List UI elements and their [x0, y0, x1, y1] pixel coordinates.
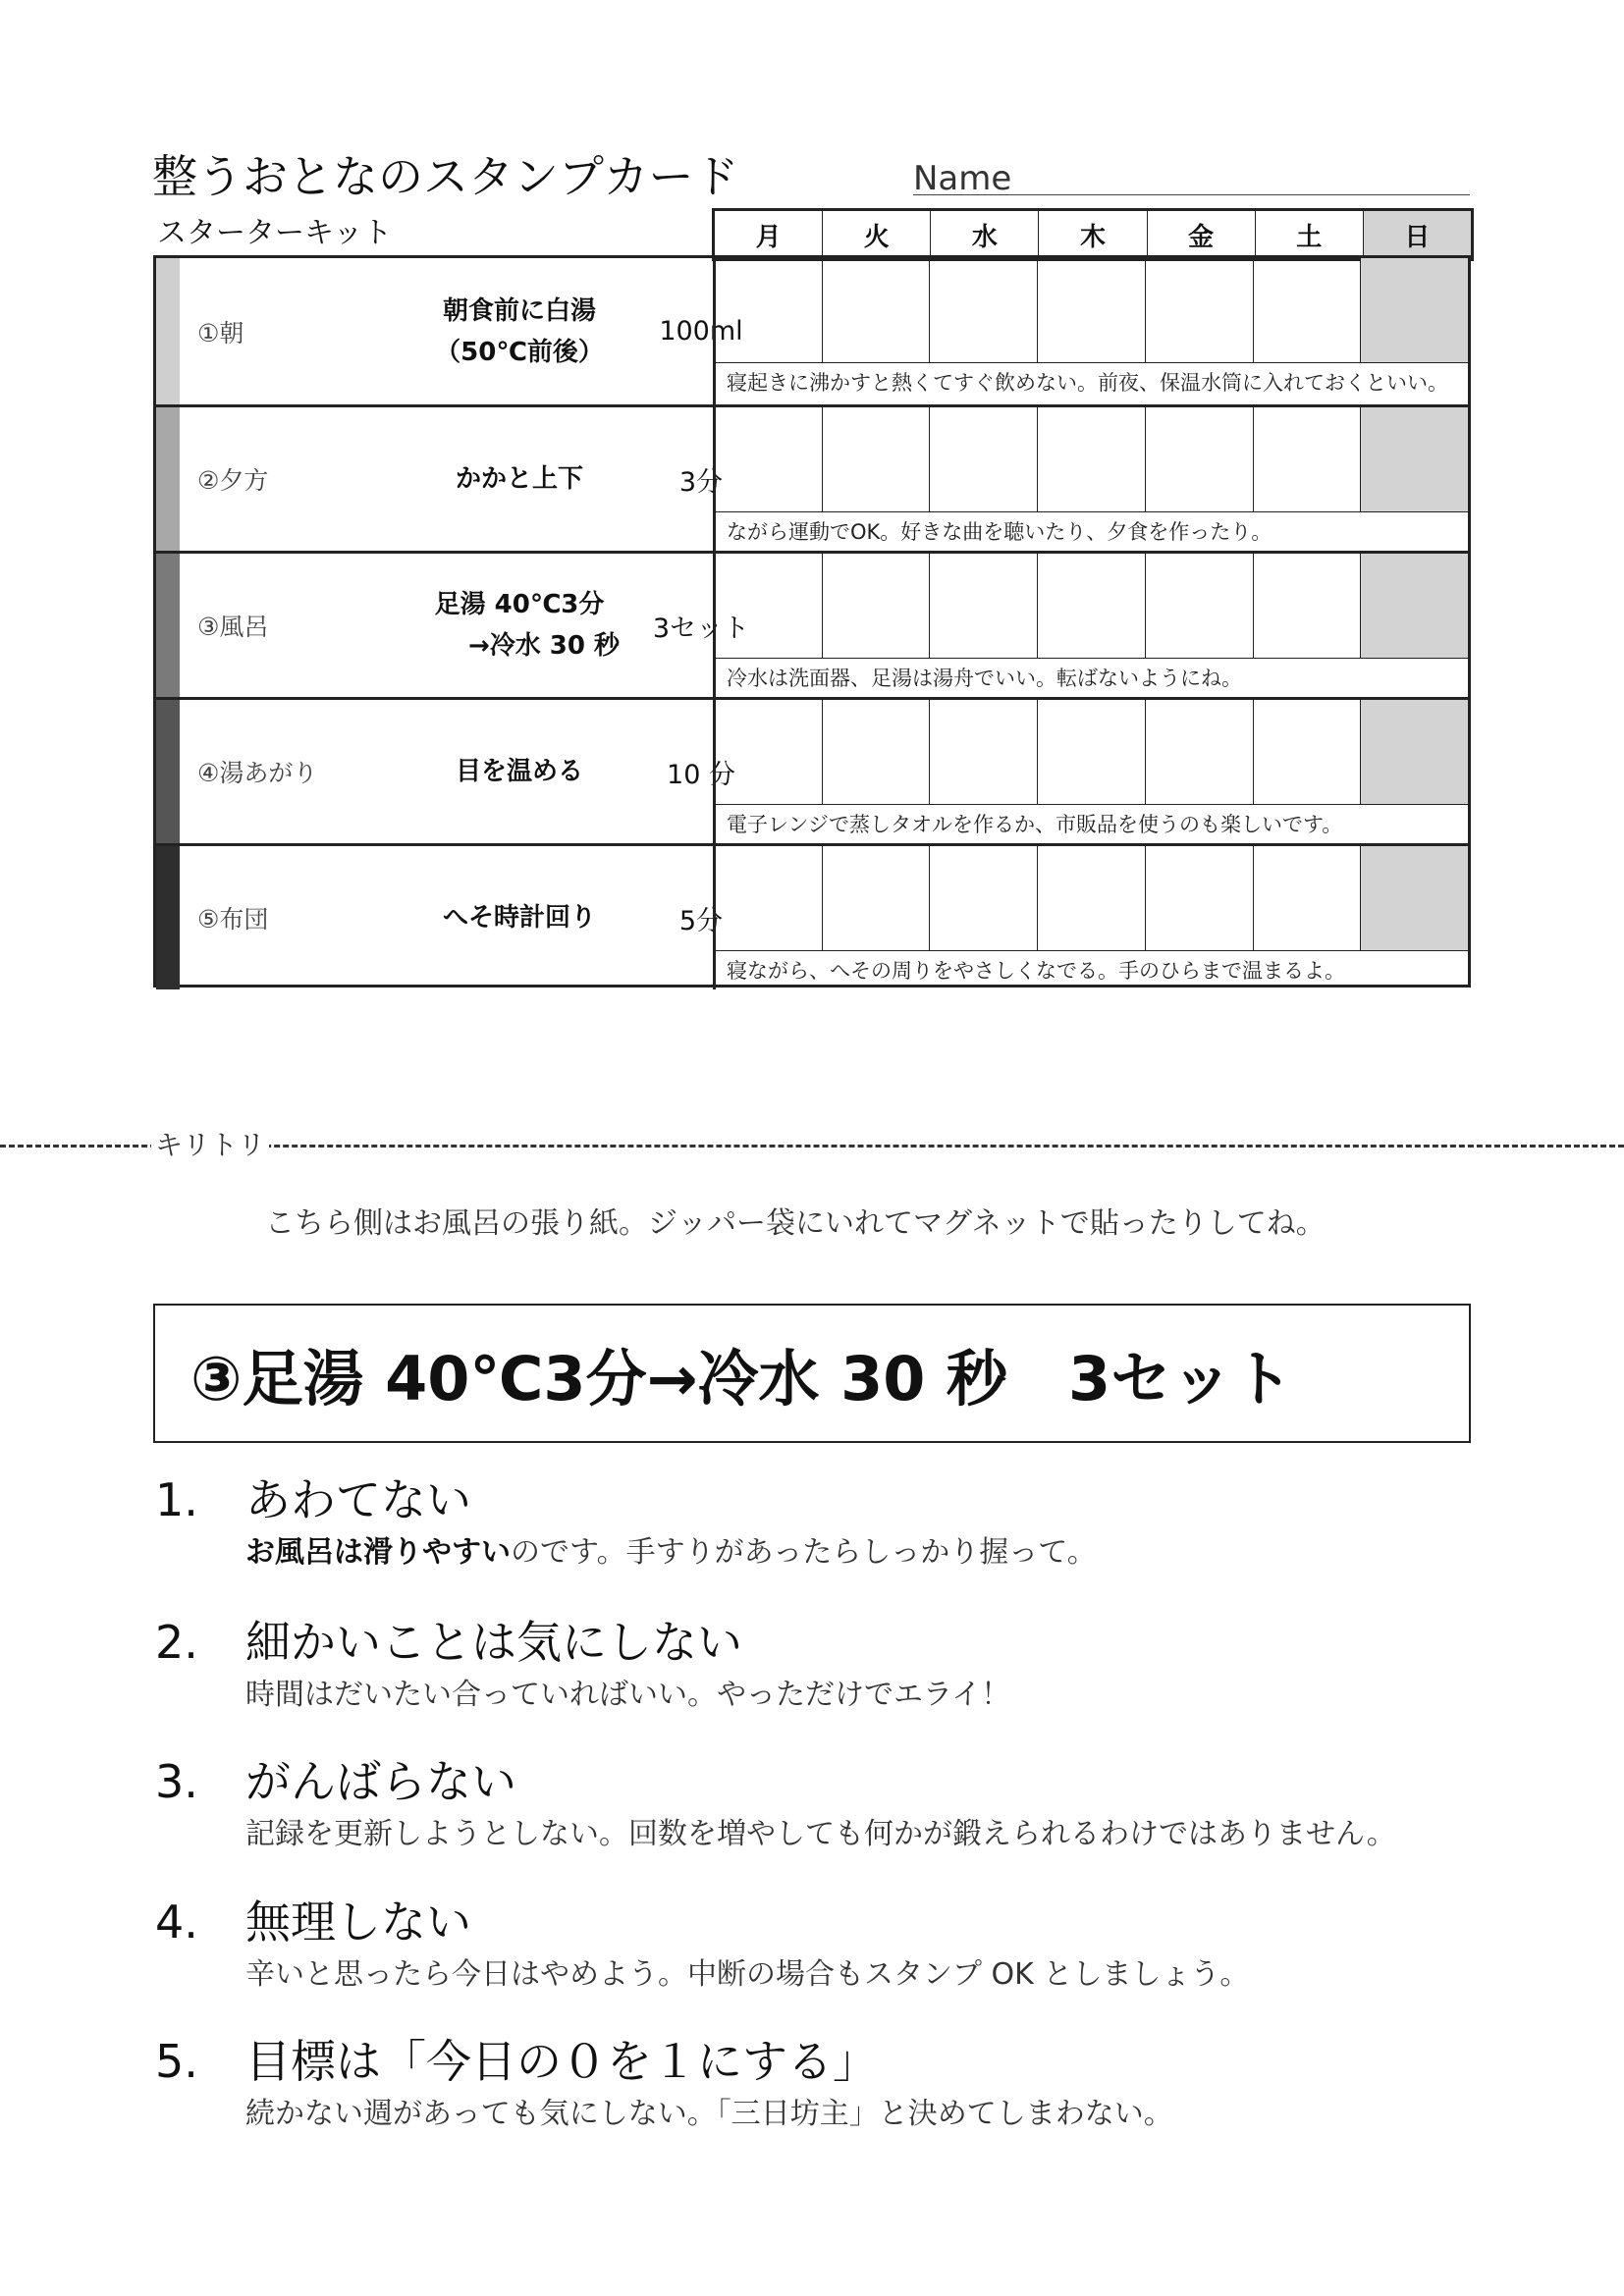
rule-body: [245, 1533, 1097, 1573]
row-color-bar: [156, 258, 180, 404]
row-action-line: かかと上下: [455, 464, 583, 494]
table-row: [156, 551, 1468, 697]
stamp-cells: [715, 846, 1468, 950]
rule-title: あわてない: [245, 1473, 471, 1526]
name-line[interactable]: [913, 194, 1470, 195]
row-color-bar: [156, 846, 180, 989]
rule-body-bold: お風呂は滑りやすい: [245, 1535, 511, 1570]
stamp-cell[interactable]: [1037, 554, 1145, 658]
cut-instruction: こちら側はお風呂の張り紙。ジッパー袋にいれてマグネットで貼ったりしてね。: [265, 1206, 1326, 1241]
stamp-cell[interactable]: [1145, 407, 1253, 511]
row-action-line: （50℃前後）: [435, 337, 604, 367]
stamp-cells: [715, 407, 1468, 511]
row-action-line: 朝食前に白湯: [442, 295, 596, 326]
rule-body: [245, 1815, 1396, 1854]
stamp-cell[interactable]: [715, 554, 822, 658]
rule-body: [245, 1676, 1010, 1715]
stamp-cell-sunday[interactable]: [1360, 700, 1468, 804]
stamp-cell[interactable]: [1145, 846, 1253, 950]
stamp-cell-sunday[interactable]: [1360, 554, 1468, 658]
rule-title: 無理しない: [245, 1896, 471, 1949]
rule-number: 1.: [155, 1473, 198, 1526]
weekday-header: [712, 208, 1474, 261]
stamp-cell[interactable]: [1253, 407, 1361, 511]
row-action: [411, 258, 627, 404]
row-amount: 10 分: [667, 759, 735, 790]
stamp-cell[interactable]: [929, 700, 1037, 804]
row-color-bar: [156, 554, 180, 697]
table-row: [156, 258, 1468, 404]
row-label: ④湯あがり: [197, 759, 318, 787]
row-amount: 100ml: [659, 316, 743, 347]
row-note: 電子レンジで蒸しタオルを作るか、市販品を使うのも楽しいです。: [715, 804, 1468, 843]
rule-body-text: のです。手すりがあったらしっかり握って。: [511, 1535, 1097, 1570]
stamp-cell[interactable]: [1037, 407, 1145, 511]
stamp-cells: [715, 700, 1468, 804]
stamp-cell-sunday[interactable]: [1360, 258, 1468, 362]
day-thu: 木: [1038, 211, 1146, 258]
row-label: ②夕方: [197, 466, 269, 495]
row-action-line: へそ時計回り: [442, 903, 596, 933]
row-note: 冷水は洗面器、足湯は湯舟でいい。転ばないようにね。: [715, 658, 1468, 697]
day-sun: 日: [1363, 211, 1471, 258]
day-fri: 金: [1147, 211, 1255, 258]
row-amount: 3セット: [652, 613, 750, 644]
row-color-bar: [156, 407, 180, 551]
row-note: ながら運動でOK。好きな曲を聴いたり、夕食を作ったり。: [715, 511, 1468, 551]
day-mon: 月: [755, 222, 782, 252]
stamp-cell[interactable]: [822, 258, 930, 362]
stamp-cell[interactable]: [929, 407, 1037, 511]
row-note: 寝起きに沸かすと熱くてすぐ飲めない。前夜、保温水筒に入れておくといい。: [715, 362, 1468, 404]
stamp-cell[interactable]: [1145, 554, 1253, 658]
cut-label: キリトリ: [151, 1129, 269, 1162]
day-wed: 水: [930, 211, 1038, 258]
rule-body-text: 辛いと思ったら今日はやめよう。中断の場合もスタンプ OK としましょう。: [245, 1957, 1250, 1992]
stamp-cell-sunday[interactable]: [1360, 846, 1468, 950]
rule-title: がんばらない: [245, 1755, 516, 1808]
row-action-line: →冷水 30 秒: [467, 631, 621, 661]
table-row: [156, 843, 1468, 989]
stamp-cells: [715, 554, 1468, 658]
table-row: [156, 697, 1468, 843]
stamp-cell[interactable]: [822, 700, 930, 804]
stamp-table: [153, 255, 1471, 988]
row-action: [411, 700, 627, 843]
stamp-cell[interactable]: [822, 554, 930, 658]
rule-title: 細かいことは気にしない: [245, 1616, 742, 1669]
stamp-cell[interactable]: [1253, 846, 1361, 950]
row-amount: 3分: [678, 466, 724, 498]
stamp-cell-sunday[interactable]: [1360, 407, 1468, 511]
rule-number: 3.: [155, 1755, 198, 1808]
rule-title: 目標は「今日の０を１にする」: [245, 2035, 878, 2088]
stamp-cell[interactable]: [1037, 846, 1145, 950]
name-label: Name: [913, 159, 1012, 198]
day-tue: 火: [822, 211, 930, 258]
rule-body-text: 記録を更新しようとしない。回数を増やしても何かが鍛えられるわけではありません。: [245, 1817, 1396, 1851]
headline-text: ③足湯 40℃3分→冷水 30 秒 3セット: [190, 1342, 1294, 1415]
rule-number: 5.: [155, 2035, 198, 2088]
row-label: ①朝: [197, 318, 244, 347]
row-label: ⑤布団: [197, 905, 269, 934]
row-label: ③風呂: [197, 613, 269, 641]
stamp-cell[interactable]: [715, 258, 822, 362]
stamp-cell[interactable]: [929, 554, 1037, 658]
row-action: [411, 554, 627, 697]
stamp-cell[interactable]: [929, 846, 1037, 950]
stamp-cell[interactable]: [715, 700, 822, 804]
rule-body: [245, 1955, 1249, 1995]
stamp-cell[interactable]: [822, 407, 930, 511]
stamp-cell[interactable]: [1037, 258, 1145, 362]
rule-number: 4.: [155, 1896, 198, 1949]
table-row: [156, 404, 1468, 551]
stamp-cell[interactable]: [1253, 554, 1361, 658]
stamp-cell[interactable]: [822, 846, 930, 950]
row-note: 寝ながら、へその周りをやさしくなでる。手のひらまで温まるよ。: [715, 950, 1468, 989]
day-sat: 土: [1255, 211, 1363, 258]
stamp-cell[interactable]: [929, 258, 1037, 362]
row-color-bar: [156, 700, 180, 843]
stamp-cell[interactable]: [715, 846, 822, 950]
stamp-cell[interactable]: [1145, 700, 1253, 804]
row-action-line: 目を温める: [455, 757, 583, 786]
rule-body-text: 時間はだいたい合っていればいい。やっただけでエライ！: [245, 1678, 1011, 1712]
stamp-cell[interactable]: [1253, 700, 1361, 804]
card-title: 整うおとなのスタンプカード: [152, 150, 739, 203]
headline-box: [153, 1304, 1471, 1443]
stamp-cell[interactable]: [1037, 700, 1145, 804]
row-action: [411, 407, 627, 551]
row-action-line: 足湯 40℃3分: [434, 590, 605, 619]
stamp-cell[interactable]: [715, 407, 822, 511]
stamp-cell[interactable]: [1145, 258, 1253, 362]
rule-body: [245, 2095, 1173, 2134]
row-action: [411, 846, 627, 989]
rule-body-text: 続かない週があっても気にしない。「三日坊主」と決めてしまわない。: [245, 2097, 1173, 2131]
stamp-cells: [715, 258, 1468, 362]
card-subtitle: スターターキット: [157, 216, 393, 250]
rule-number: 2.: [155, 1616, 198, 1669]
row-amount: 5分: [678, 905, 724, 936]
stamp-cell[interactable]: [1253, 258, 1361, 362]
